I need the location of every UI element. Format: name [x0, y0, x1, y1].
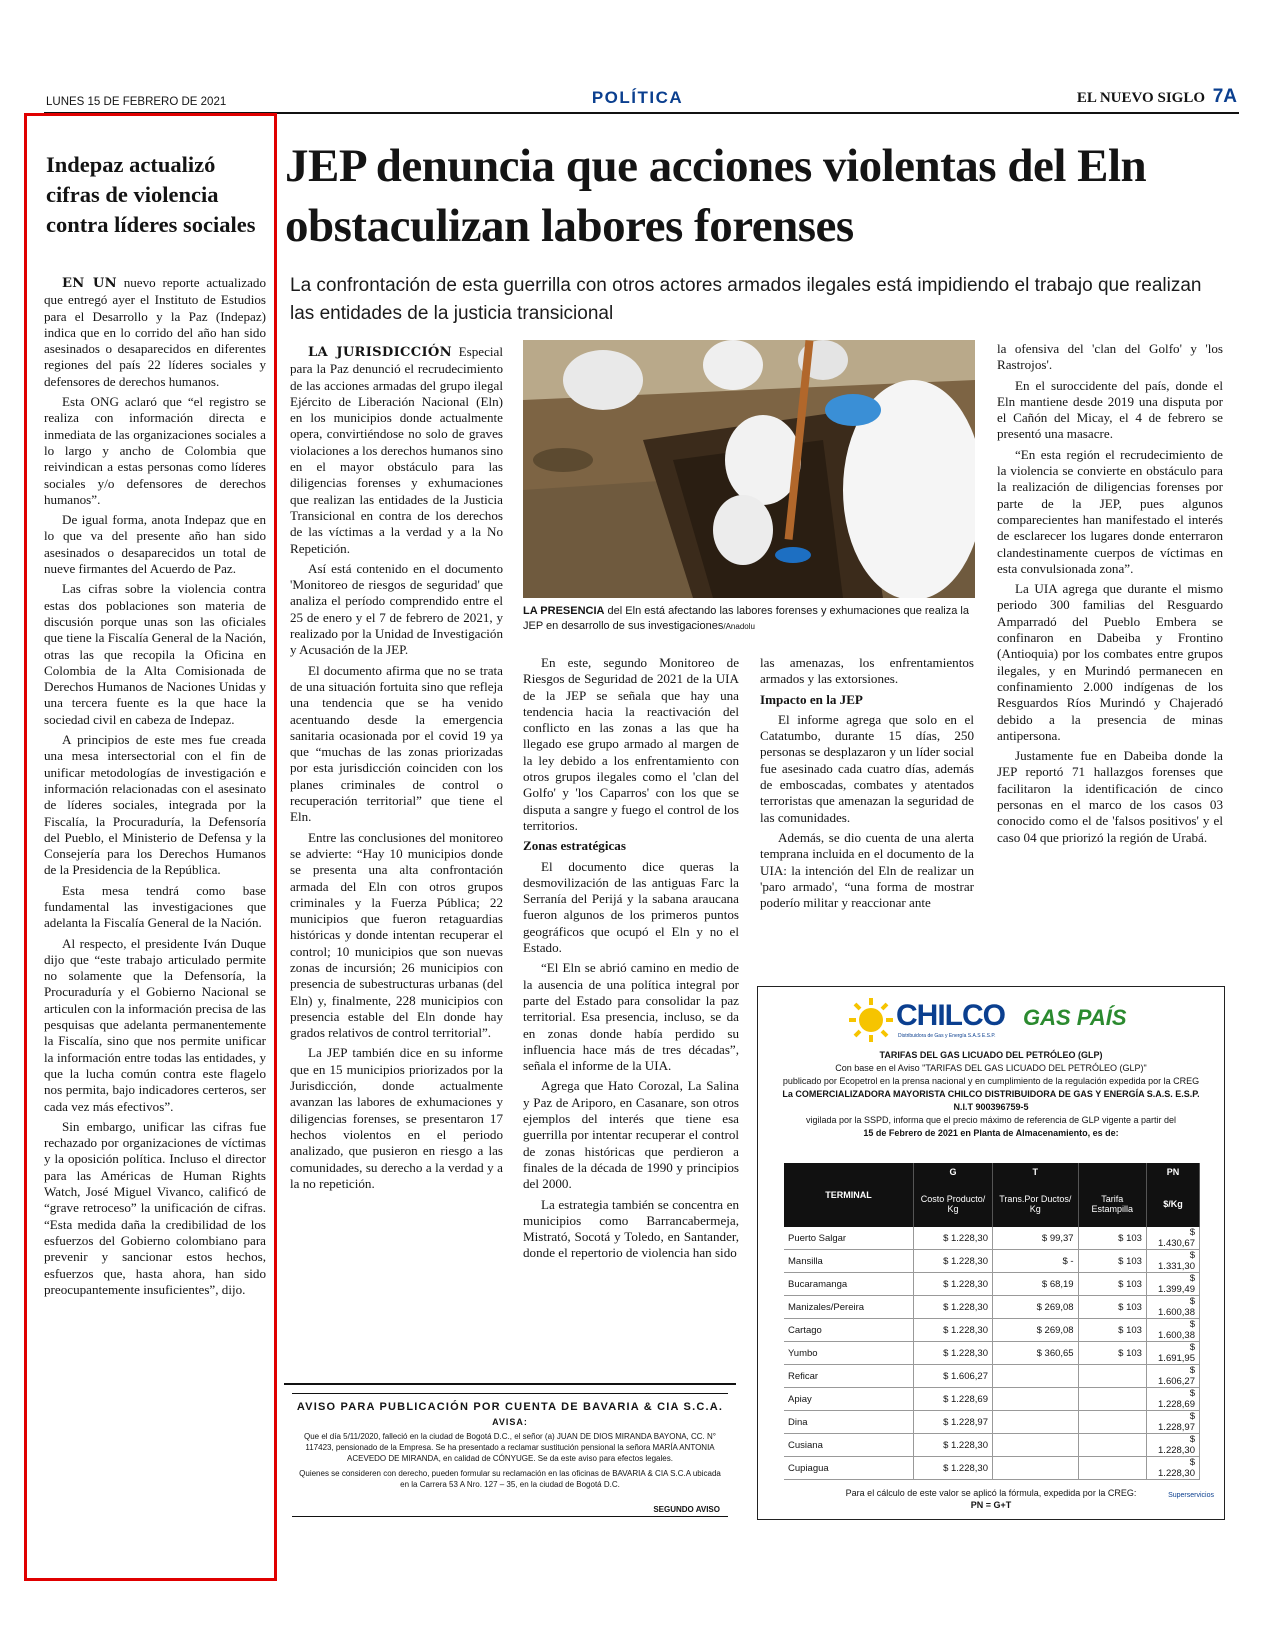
table-cell: $ 103	[1078, 1227, 1146, 1250]
table-cell: $ 1.606,27	[1146, 1365, 1199, 1388]
table-group: PN	[1146, 1163, 1199, 1181]
table-cell: $ 99,37	[992, 1227, 1078, 1250]
article-paragraph: la ofensiva del 'clan del Golfo' y 'los Rastrojos'.	[997, 341, 1223, 373]
chilco-tagline: Distribuidora de Gas y Energía S.A.S E.S.P.	[898, 1033, 996, 1039]
article-paragraph: Además, se dio cuenta de una alerta temprana incluida en el documento de la UIA: la intención del Eln de realizar un 'paro armado', “una forma de mostrar poderío militar y reaccionar ante	[760, 829, 974, 911]
sidebar-paragraph: Esta mesa tendrá como base fundamental las investigaciones que adelanta la Fiscalía General de la Nación.	[44, 882, 266, 931]
table-cell: $ 1.430,67	[1146, 1227, 1199, 1250]
article-deck: La confrontación de esta guerrilla con otros actores armados ilegales está impidiendo el trabajo que realizan las entidades de la justicia transicional	[290, 275, 1202, 324]
forensic-excavation-image	[523, 340, 975, 598]
ad-line: La COMERCIALIZADORA MAYORISTA CHILCO DISTRIBUIDORA DE GAS Y ENERGÍA S.A.S. E.S.P.	[782, 1089, 1200, 1099]
article-paragraph: La UIA agrega que durante el mismo periodo 300 familias del Resguardo Amparradó del Pueblo Embera se confinaron en Dabeiba y Frontino (Antioquia) por los combates entre grupos ilegales, y en Murindó permanecen en confinamiento 2.000 indígenas de los Resguardos Ríos Murindó y Chajeradó debido a la presencia de minas antipersona.	[997, 581, 1223, 743]
table-row	[784, 1319, 1200, 1342]
table-cell	[992, 1365, 1078, 1388]
article-paragraph: En este, segundo Monitoreo de Riesgos de Seguridad de 2021 de la UIA de la JEP se señala que hay una tendencia hacia la reactivación del conflicto en las zonas a las que ha llegado ese grupo armado al margen de la ley debido a los enfrentamiento con otros grupos ilegales como el 'clan del Golfo' y 'los Caparros' con los que se disputa a sangre y fuego el control de los territorios.	[523, 655, 739, 833]
table-cell	[992, 1457, 1078, 1480]
sidebar-paragraph: Sin embargo, unificar las cifras fue rechazado por organizaciones de víctimas y la oposición política. Incluso el director para las Américas de Human Rights Watch, José Miguel Vivanco, calificó de “grave retroceso” la unificación de cifras. “Esta medida daña la credibilidad de los esfuerzos del Gobierno colombiano para prevenir y sancionar estos hechos, esfuerzos que, hasta ahora, han sido preocupantemente insuficientes”, dijo.	[44, 1118, 266, 1297]
article-column-3	[760, 655, 974, 915]
article-paragraph: Justamente fue en Dabeiba donde la JEP reportó 71 hallazgos forenses que facilitaron la identificación de cinco personas en el marco de los casos 03 conocido como el de 'falsos positivos' y el caso 04 que priorizó la región de Urabá.	[997, 748, 1223, 845]
table-cell: $ 1.228,30	[914, 1457, 993, 1480]
table-cell: $ 269,08	[992, 1296, 1078, 1319]
table-cell: $ 1.331,30	[1146, 1250, 1199, 1273]
table-cell: $ 1.600,38	[1146, 1296, 1199, 1319]
article-paragraph: La JEP también dice en su informe que en 15 municipios priorizados por la Jurisdicción, donde actualmente avanzan las labores de exhumaciones y diligencias forenses, se presentaron 17 hechos violentos en el periodo analizado, que pusieron en riesgo a las comunidades, su derecho a la verdad y a la no repetición.	[290, 1045, 503, 1191]
article-headline: JEP denuncia que acciones violentas del Eln obstaculizan labores forenses	[285, 140, 1147, 252]
table-row	[784, 1273, 1200, 1296]
article-column-4	[997, 341, 1223, 850]
article-paragraph: El informe agrega que solo en el Catatumbo, durante 15 días, 250 personas se desplazaron y un líder social fue asesinado cada cuatro días, además de emboscadas, combates y atentados terroristas que amenazan la seguridad de las comunidades.	[760, 711, 974, 825]
terminal-name: Cusiana	[784, 1434, 914, 1457]
table-cell	[992, 1434, 1078, 1457]
ad-title: TARIFAS DEL GAS LICUADO DEL PETRÓLEO (GLP)	[879, 1050, 1103, 1060]
table-cell: $ 1.606,27	[914, 1365, 993, 1388]
article-photo	[523, 340, 975, 598]
table-cell: $ 1.228,30	[914, 1342, 993, 1365]
ad-footnote: Para el cálculo de este valor se aplicó la fórmula, expedida por la CREG:	[845, 1488, 1137, 1498]
ad-logos	[758, 995, 1224, 1043]
table-cell: $ 1.228,30	[914, 1227, 993, 1250]
table-cell: $ 1.399,49	[1146, 1273, 1199, 1296]
article-paragraph: La estrategia también se concentra en municipios como Barrancabermeja, Mistrató, Socotá y Toledo, en Santander, donde el repertorio de violencia han sido	[523, 1196, 739, 1261]
table-cell: $ 360,65	[992, 1342, 1078, 1365]
masthead: EL NUEVO SIGLO	[1076, 90, 1205, 106]
table-row	[784, 1342, 1200, 1365]
table-cell: $ 103	[1078, 1296, 1146, 1319]
sidebar-paragraph: EN UN nuevo reporte actualizado que entregó ayer el Instituto de Estudios para el Desarrollo y la Paz (Indepaz) indica que en lo corrido del año han sido asesinados o desaparecidos en diferentes regiones del país 22 líderes sociales y defensores de derechos humanos.	[44, 275, 266, 389]
notice-body: Que el día 5/11/2020, falleció en la ciudad de Bogotá D.C., el señor (a) JUAN DE DIOS MIRANDA BAYONA, CC. N° 117423, pensionado de la Empresa. Se ha presentado a reclamar sustitución pensional la señora MARÍA ANTONIA ACEVEDO DE MIRANDA, en calidad de CÓNYUGE. Se da este aviso para efectos legales.	[304, 1432, 716, 1463]
table-cell: $ 1.228,30	[1146, 1434, 1199, 1457]
sidebar-paragraph: Las cifras sobre la violencia contra estas dos poblaciones son materia de discusión porque unas son las oficiales que tiene la Fiscalía General de la Nación, otras las que recopila la Oficina en Colombia de la Alta Comisionada de Derechos Humanos de Naciones Unidas y una tercera fuente es la que hace la sociedad civil en cabeza de Indepaz.	[44, 581, 266, 727]
caption-text: del Eln está afectando las labores forenses y exhumaciones que realiza la JEP en desarrollo de sus investigaciones	[523, 605, 969, 632]
article-paragraph: LA JURISDICCIÓN Especial para la Paz denunció el recrudecimiento de las acciones armadas del grupo ilegal Ejército de Liberación Nacional (Eln) en los municipios donde actualmente opera, convirtiéndose no solo de graves violaciones a los derechos humanos sino en el mayor obstáculo para las diligencias forenses y exhumaciones que realizan las entidades de la Justicia Transicional en contra de los derechos de las víctimas a la verdad y a la No Repetición.	[290, 344, 504, 556]
table-cell: $ 1.691,95	[1146, 1342, 1199, 1365]
table-group: G	[914, 1163, 993, 1181]
terminal-name: Reficar	[784, 1365, 914, 1388]
terminal-name: Yumbo	[784, 1342, 914, 1365]
article-lead: LA JURISDICCIÓN	[308, 345, 452, 360]
table-row	[784, 1457, 1200, 1480]
table-header: $/Kg	[1146, 1181, 1199, 1227]
subhead-impacto: Impacto en la JEP	[760, 691, 863, 707]
terminal-name: Mansilla	[784, 1250, 914, 1273]
table-cell	[1078, 1388, 1146, 1411]
table-row	[784, 1411, 1200, 1434]
sidebar-paragraph: De igual forma, anota Indepaz que en lo que va del presente año han sido asesinados o desaparecidos un total de nueve firmantes del Acuerdo de Paz.	[44, 512, 266, 577]
article-paragraph: El documento afirma que no se trata de una situación fortuita sino que refleja una tendencia que se ha venido acentuando desde la emergencia sanitaria ocasionada por el covid 19 ya que “muchas de las zonas priorizadas por esta jurisdicción coinciden con los planes criminales de control o recuperación territorial” que tiene el Eln.	[290, 662, 503, 825]
article-paragraph: “En esta región el recrudecimiento de la violencia se convierte en obstáculo para la realización de diligencias forenses por parte de la JEP, pues algunos comparecientes han manifestado el interés de esclarecer los lugares donde enterraron clandestinamente cuerpos de víctimas en esta convulsionada zona”.	[997, 446, 1223, 576]
terminal-name: Puerto Salgar	[784, 1227, 914, 1250]
table-cell	[1078, 1411, 1146, 1434]
table-cell: $ -	[992, 1250, 1078, 1273]
photo-caption	[523, 604, 975, 634]
terminal-name: Bucaramanga	[784, 1273, 914, 1296]
chilco-logo: CHILCO	[896, 999, 1005, 1032]
table-cell	[1078, 1457, 1146, 1480]
article-paragraph: El documento dice queras la desmovilización de las antiguas Farc la Serranía del Perijá y la sabana araucana fueron algunos de los primeros puntos geográficos que ocupó el Eln y no el Estado.	[523, 858, 739, 956]
terminal-name: Cartago	[784, 1319, 914, 1342]
ad-line: Con base en el Aviso "TARIFAS DEL GAS LICUADO DEL PETRÓLEO (GLP)"	[835, 1063, 1147, 1073]
article-paragraph: En el suroccidente del país, donde el Eln mantiene desde 2019 una disputa por el Cañón del Micay, el 4 de febrero se presentó una masacre.	[997, 377, 1223, 442]
table-cell: $ 1.228,69	[914, 1388, 993, 1411]
issue-date: LUNES 15 DE FEBRERO DE 2021	[46, 96, 227, 108]
table-row	[784, 1227, 1200, 1250]
table-cell: $ 103	[1078, 1273, 1146, 1296]
table-cell: $ 103	[1078, 1342, 1146, 1365]
article-paragraph: Así está contenido en el documento 'Monitoreo de riesgos de seguridad' que analiza el período comprendido entre el 25 de enero y el 7 de febrero de 2021, y realizado por la Unidad de Investigación y Acusación de la JEP.	[290, 560, 503, 658]
article-column-1	[290, 344, 503, 1196]
table-group	[1078, 1163, 1146, 1181]
table-cell: $ 1.228,30	[914, 1296, 993, 1319]
article-paragraph: “El Eln se abrió camino en medio de la ausencia de una política integral por parte del Estado para consolidar la paz territorial. Esa presencia, incluso, se da en zonas donde había perdido su influencia hace más de tres décadas”, señala el informe de la UIA.	[523, 960, 739, 1074]
table-header: Tarifa Estampilla	[1078, 1181, 1146, 1227]
ad-nit: N.I.T 900396759-5	[953, 1102, 1029, 1112]
terminal-name: Manizales/Pereira	[784, 1296, 914, 1319]
subhead-zonas: Zonas estratégicas	[523, 838, 626, 854]
table-cell: $ 1.228,30	[914, 1273, 993, 1296]
table-row	[784, 1250, 1200, 1273]
tariff-table	[784, 1163, 1200, 1480]
table-cell: $ 103	[1078, 1319, 1146, 1342]
article-paragraph: las amenazas, los enfrentamientos armados y las extorsiones.	[760, 655, 974, 687]
table-cell: $ 1.228,30	[914, 1250, 993, 1273]
page-number: 7A	[1212, 86, 1237, 107]
table-cell: $ 1.228,97	[914, 1411, 993, 1434]
section-label: POLÍTICA	[591, 88, 684, 107]
ad-formula: PN = G+T	[970, 1500, 1012, 1510]
sun-icon	[848, 997, 894, 1043]
terminal-name: Apiay	[784, 1388, 914, 1411]
table-group: T	[992, 1163, 1078, 1181]
article-paragraph: Entre las conclusiones del monitoreo se advierte: “Hay 10 municipios donde se presenta una alta confrontación armada del Eln con otros grupos criminales y la Fuerza Pública; 22 municipios que fueron retaguardias históricas y donde intentan recuperar el control; 10 municipios que son nuevas zonas de incursión; 26 municipios con presencia de subestructuras urbanas (del Eln) y, finalmente, 228 municipios con presencia estable del Eln donde hay grados relativos de control territorial”.	[290, 829, 503, 1041]
table-row	[784, 1434, 1200, 1457]
table-cell: $ 1.228,30	[914, 1434, 993, 1457]
notice-sign: SEGUNDO AVISO	[653, 1505, 720, 1514]
table-cell: $ 1.228,69	[1146, 1388, 1199, 1411]
sidebar-paragraph: A principios de este mes fue creada una mesa intersectorial con el fin de unificar metodologías de investigación e información relacionadas con el asesinato de líderes sociales, integrada por la Fiscalía, la Procuraduría, la Defensoría del Pueblo, el Ministerio de Defensa y la Consejería para los Derechos Humanos de la Presidencia de la República.	[44, 732, 266, 878]
notice-subtitle: AVISA:	[492, 1417, 528, 1427]
notice-title: AVISO PARA PUBLICACIÓN POR CUENTA DE BAVARIA & CIA S.C.A.	[296, 1401, 724, 1413]
superservicios-logo: Superservicios	[1168, 1492, 1214, 1499]
table-header: Costo Producto/ Kg	[914, 1181, 993, 1227]
caption-lead: LA PRESENCIA	[523, 605, 605, 617]
article-paragraph: Agrega que Hato Corozal, La Salina y Paz de Ariporo, en Casanare, son otros ejemplos del interés que tiene esa guerrilla por intentar recuperar el control de zonas históricas que perdieron a finales de la década de 1990 y principios del 2000.	[523, 1078, 739, 1192]
sidebar-title: Indepaz actualizó cifras de violencia contra líderes sociales	[46, 152, 256, 237]
ad-line: publicado por Ecopetrol en la prensa nacional y en cumplimiento de la regulación expedida por la CREG	[782, 1076, 1200, 1086]
table-cell: $ 1.228,97	[1146, 1411, 1199, 1434]
gaspais-logo: GAS PAÍS	[1023, 1005, 1127, 1030]
photo-credit: /Anadolu	[723, 622, 755, 631]
table-cell: $ 1.228,30	[914, 1319, 993, 1342]
terminal-name: Dina	[784, 1411, 914, 1434]
table-header: TERMINAL	[784, 1163, 914, 1227]
terminal-name: Cupiagua	[784, 1457, 914, 1480]
table-cell	[1078, 1365, 1146, 1388]
ad-date-line: 15 de Febrero de 2021 en Planta de Almacenamiento, es de:	[863, 1128, 1119, 1138]
glp-tariff-ad	[757, 986, 1225, 1520]
table-cell: $ 1.600,38	[1146, 1319, 1199, 1342]
sidebar-paragraph: Esta ONG aclaró que “el registro se realiza con información directa e inmediata de las organizaciones sociales a lo largo y ancho de Colombia que reivindican a estas personas como líderes sociales y/o defensores de derechos humanos”.	[44, 394, 266, 507]
table-cell: $ 68,19	[992, 1273, 1078, 1296]
table-header: Trans.Por Ductos/ Kg	[992, 1181, 1078, 1227]
table-cell	[992, 1411, 1078, 1434]
table-row	[784, 1296, 1200, 1319]
ad-line: vigilada por la SSPD, informa que el precio máximo de referencia de GLP vigente a partir del	[805, 1115, 1177, 1125]
table-cell: $ 103	[1078, 1250, 1146, 1273]
sidebar-body	[44, 275, 266, 1302]
table-cell: $ 269,08	[992, 1319, 1078, 1342]
sidebar-lead: EN UN	[62, 276, 117, 291]
table-row	[784, 1388, 1200, 1411]
table-cell	[1078, 1434, 1146, 1457]
notice-body: Quienes se consideren con derecho, pueden formular su reclamación en las oficinas de BAVARIA & CIA S.C.A ubicada en la Carrera 53 A Nro. 127 – 35, en la ciudad de Bogotá D.C.	[299, 1469, 721, 1489]
table-cell	[992, 1388, 1078, 1411]
table-cell: $ 1.228,30	[1146, 1457, 1199, 1480]
article-column-2	[523, 655, 739, 1266]
sidebar-paragraph: Al respecto, el presidente Iván Duque dijo que “este trabajo articulado permite no solamente que la Defensoría, la Procuraduría y el Gobierno Nacional se articulen con la información precisa de las pesquisas que adelanta permanentemente la Fiscalía, sino que nos permite unificar la información entre todas las entidades, y que la lucha común contra este flagelo nos permita, bajo indicadores certeros, ser cada vez más efectivos”.	[44, 935, 266, 1114]
table-row	[784, 1365, 1200, 1388]
legal-notice	[284, 1383, 736, 1521]
